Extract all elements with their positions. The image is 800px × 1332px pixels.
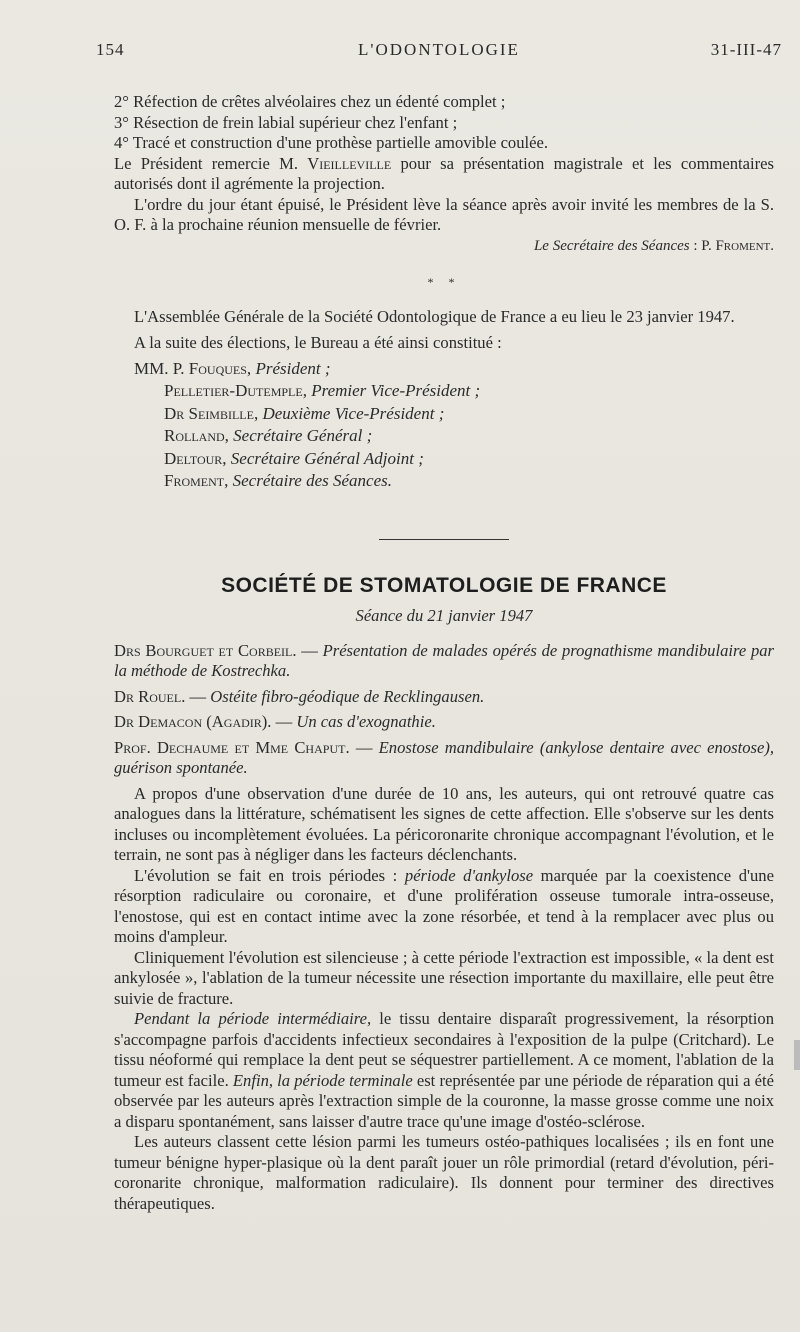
communication-entry: Dr Rouel. — Ostéite fibro-géodique de Recklingausen.: [114, 686, 485, 706]
issue-date: 31-III-47: [710, 40, 782, 59]
page-number: 154: [96, 40, 125, 59]
communication-entry: Prof. Dechaume et Mme Chaput. — Enostose mandibulaire (ankylose dentaire avec enostose), guérison spontanée.: [114, 737, 774, 777]
section-separator: * *: [427, 275, 461, 289]
summary-paragraph: Cliniquement l'évolution est silencieuse ; à cette période l'extraction est impossible, « la dent est ankylosée », l'ablation de la tumeur nécessite une résection importante du maxillaire, elle peut être suivie de fracture.: [114, 947, 774, 1008]
session-date: Séance du 21 janvier 1947: [355, 606, 533, 625]
list-item: 2° Réfection de crêtes alvéolaires chez un édenté complet ;: [114, 92, 506, 111]
assembly-intro: L'Assemblée Générale de la Société Odontologique de France a eu lieu le 23 janvier 1947.: [134, 306, 735, 326]
list-item: 4° Tracé et construction d'une prothèse partielle amovible coulée.: [114, 133, 549, 152]
divider: [379, 539, 509, 540]
section-heading: SOCIÉTÉ DE STOMATOLOGIE DE FRANCE: [221, 573, 667, 597]
officer-entry: Pelletier-Dutemple, Premier Vice-Président ;: [164, 381, 481, 400]
officer-entry: Deltour, Secrétaire Général Adjoint ;: [164, 448, 424, 468]
summary-paragraph: A propos d'une observation d'une durée de 10 ans, les auteurs, qui ont retrouvé quatre cas analogues dans la littérature, schématisent les signes de cette affection. Elle s'observe sur les dents incluses ou incomplètement évoluées. La péricoronarite chronique accompagnant l'évolution, et le terrain, ne sont pas à négliger dans les facteurs déclenchants.: [114, 783, 774, 864]
page-body: [114, 92, 774, 1214]
bureau-intro: A la suite des élections, le Bureau a été ainsi constitué :: [134, 333, 502, 352]
officer-entry: MM. P. Fouques, Président ;: [134, 358, 331, 378]
officer-entry: Froment, Secrétaire des Séances.: [164, 471, 393, 490]
page-edge-mark: [794, 1040, 800, 1070]
person-name: Vieilleville: [307, 153, 392, 173]
journal-title: L'ODONTOLOGIE: [358, 40, 520, 59]
list-item: 3° Résection de frein labial supérieur chez l'enfant ;: [114, 112, 458, 132]
thanks-paragraph: Le Président remercie M. Vieilleville pour sa présentation magistrale et les commentaires autorisés dont il agrémente la projection.: [114, 153, 774, 193]
officer-entry: Rolland, Secrétaire Général ;: [164, 426, 373, 445]
communication-entry: Dr Demacon (Agadir). — Un cas d'exognathie.: [114, 712, 436, 731]
officer-entry: Dr Seimbille, Deuxième Vice-Président ;: [164, 403, 445, 423]
signature: Le Secrétaire des Séances : P. Froment.: [533, 237, 774, 254]
summary-paragraph: L'évolution se fait en trois périodes : période d'ankylose marquée par la coexistence d'une résorption radiculaire ou coronaire, et d'une prolifération osseuse tumorale intra-osseuse, l'enostose, qui est en contact intime avec la zone résorbée, et tend à la remplacer avec plus ou moins d'ampleur.: [114, 865, 774, 946]
summary-paragraph: Les auteurs classent cette lésion parmi les tumeurs ostéo-pathiques localisées ; ils en font une tumeur bénigne hyper-plasique où la dent paraît jouer un rôle primordial (retard d'évolution, péri-coronarite chronique, malformation radiculaire). Ils donnent pour terminer des directives thérapeutiques.: [114, 1132, 774, 1213]
summary-paragraph: Pendant la période intermédiaire, le tissu dentaire disparaît progressivement, la résorption s'accompagne parfois d'accidents infectieux secondaires à l'exposition de la pulpe (Critchard). Le tissu néoformé qui remplace la dent peut se séquestrer partiellement. A ce moment, l'ablation de la tumeur est facile. Enfin, la période terminale est représentée par une période de réparation qui a été observée par les auteurs après l'extraction simple de la couronne, la masse grosse comme une noix a disparu spontanément, sans laisser d'autre trace qu'une image d'ostéo-sclérose.: [114, 1009, 774, 1131]
communication-entry: Drs Bourguet et Corbeil. — Présentation de malades opérés de prognathisme mandibulaire par la méthode de Kostrechka.: [114, 640, 774, 680]
closing-paragraph: L'ordre du jour étant épuisé, le Président lève la séance après avoir invité les membres de la S. O. F. à la prochaine réunion mensuelle de février.: [114, 194, 774, 234]
